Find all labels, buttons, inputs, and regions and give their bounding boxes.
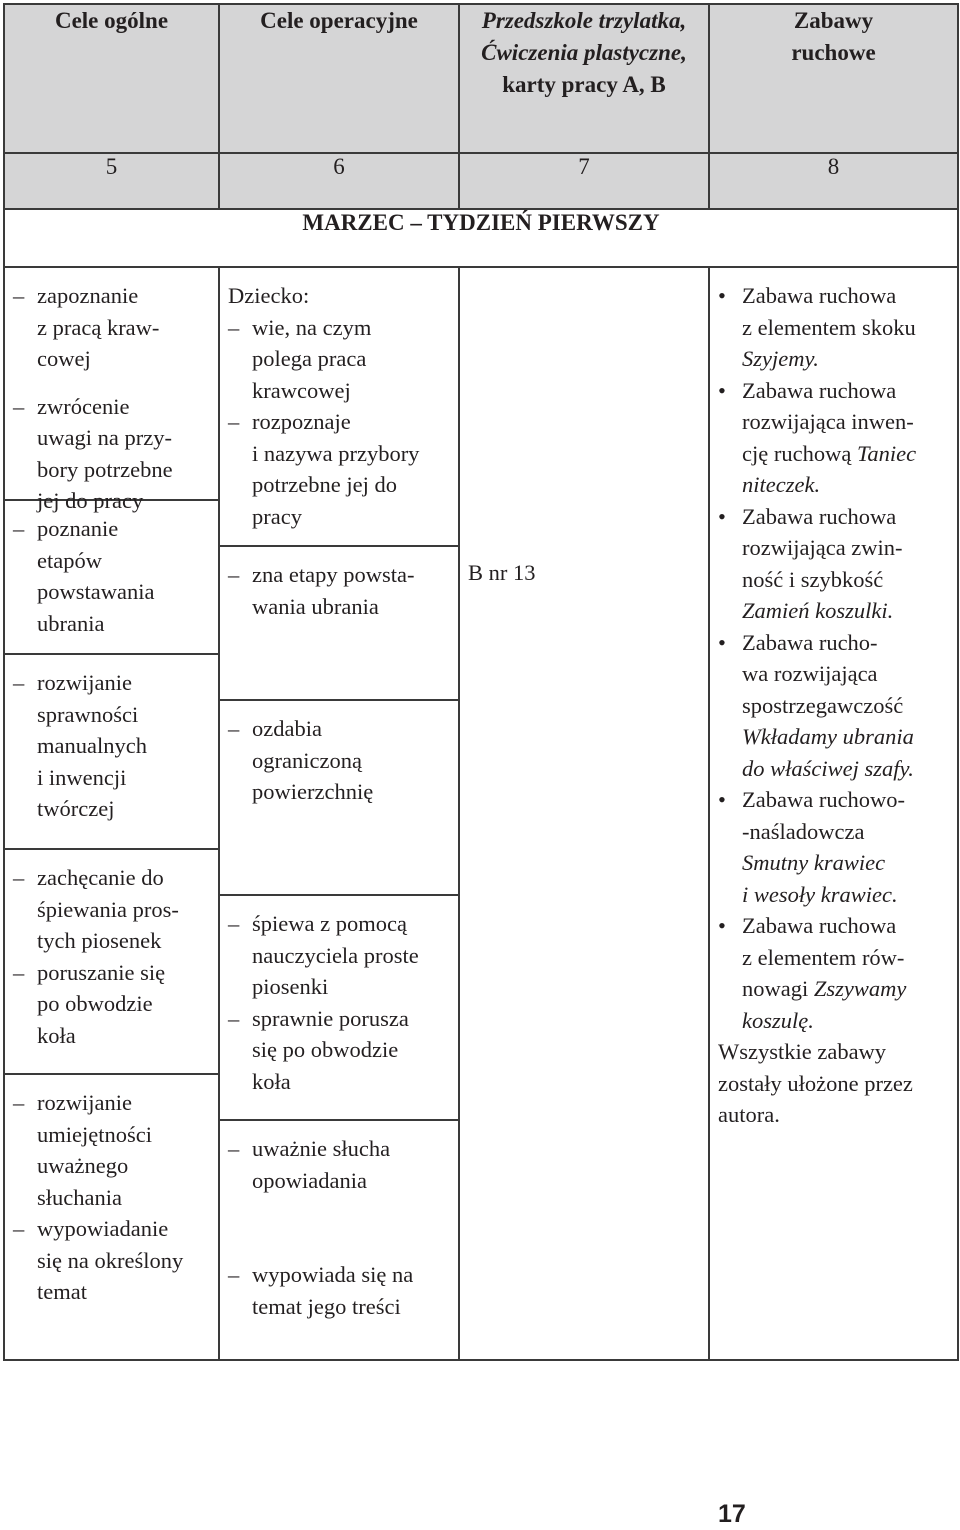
objective-item: – wypowiada się na temat jego treści — [228, 1262, 414, 1319]
cele-ogolne-cell — [4, 267, 219, 1360]
games-footer-note: Wszystkie zabawy zostały ułożone przez autora. — [718, 1039, 913, 1127]
goal-item: – rozwijanie sprawności manualnych i inwencji twórczej — [13, 670, 147, 821]
header-row — [4, 4, 958, 153]
goal-item: – zachęcanie do śpiewania pros- tych piosenek — [13, 865, 179, 953]
column-number: 7 — [459, 153, 709, 209]
goal-group — [5, 848, 218, 1073]
objective-group — [220, 894, 458, 1119]
header-cele-operacyjne: Cele operacyjne — [219, 4, 459, 153]
column-number: 6 — [219, 153, 459, 209]
header-zabawy-ruchowe: Zabawy ruchowe — [709, 4, 958, 153]
zabawy-cell — [709, 267, 958, 1360]
cele-operacyjne-cell — [219, 267, 459, 1360]
column-number: 5 — [4, 153, 219, 209]
game-item: • Zabawa rucho- wa rozwijająca spostrzegawczość Wkładamy ubrania do właściwej szafy. — [718, 629, 914, 781]
objective-group — [220, 1119, 458, 1359]
objective-item: – wie, na czym polega praca krawcowej — [228, 314, 372, 403]
goal-item: – rozwijanie umiejętności uważnego słuchania — [13, 1090, 152, 1210]
objective-item: – śpiewa z pomocą nauczyciela proste piosenki — [228, 911, 419, 999]
objective-intro: Dziecko: — [228, 283, 310, 308]
column-number: 8 — [709, 153, 958, 209]
worksheet-reference: B nr 13 — [468, 560, 536, 585]
goal-item: – poruszanie się po obwodzie koła — [13, 959, 166, 1048]
goal-group — [5, 268, 218, 513]
goal-group — [5, 653, 218, 848]
game-item: • Zabawa ruchowa z elementem rów- nowagi Zszywamy koszulę. — [718, 913, 907, 1033]
game-item: • Zabawa ruchowa z elementem skoku Szyjemy. — [718, 283, 916, 371]
header-cele-ogolne: Cele ogólne — [4, 4, 219, 153]
game-item: • Zabawa ruchowa rozwijająca inwen- cję ruchową Taniec niteczek. — [718, 377, 917, 497]
column-numbers-row — [4, 153, 958, 209]
objective-item: – rozpoznaje i nazywa przybory potrzebne jej do pracy — [228, 409, 420, 529]
goal-item: – zwrócenie uwagi na przy- bory potrzebne jej do pracy — [13, 393, 173, 513]
week-title-row — [4, 209, 958, 267]
goal-item: – wypowiadanie się na określony temat — [13, 1216, 184, 1304]
game-item: • Zabawa ruchowa rozwijająca zwin- ność i szybkość Zamień koszulki. — [718, 503, 903, 623]
header-materials: Przedszkole trzylatka, Ćwiczenia plastyczne, karty pracy A, B — [459, 4, 709, 153]
objective-item: – uważnie słucha opowiadania — [228, 1136, 391, 1193]
goal-item: – poznanie etapów powstawania ubrania — [13, 516, 155, 636]
objective-item: – sprawnie porusza się po obwodzie koła — [228, 1005, 409, 1094]
objective-group — [220, 545, 458, 699]
week-title: MARZEC – TYDZIEŃ PIERWSZY — [4, 209, 958, 267]
page-number: 17 — [718, 1500, 746, 1528]
objective-group — [220, 699, 458, 894]
lesson-plan-table — [3, 3, 959, 1361]
game-item: • Zabawa ruchowo- -naśladowcza Smutny krawiec i wesoły krawiec. — [718, 787, 906, 907]
goal-item: – zapoznanie z pracą kraw- cowej — [13, 283, 160, 371]
goal-group — [5, 1073, 218, 1313]
games-list — [710, 268, 957, 1131]
goal-group — [5, 499, 218, 653]
objective-group — [220, 268, 458, 545]
objective-item: – zna etapy powsta- wania ubrania — [228, 562, 415, 619]
objective-item: – ozdabia ograniczoną powierzchnię — [228, 716, 374, 804]
materials-cell — [459, 267, 709, 1360]
content-row — [4, 267, 958, 1360]
